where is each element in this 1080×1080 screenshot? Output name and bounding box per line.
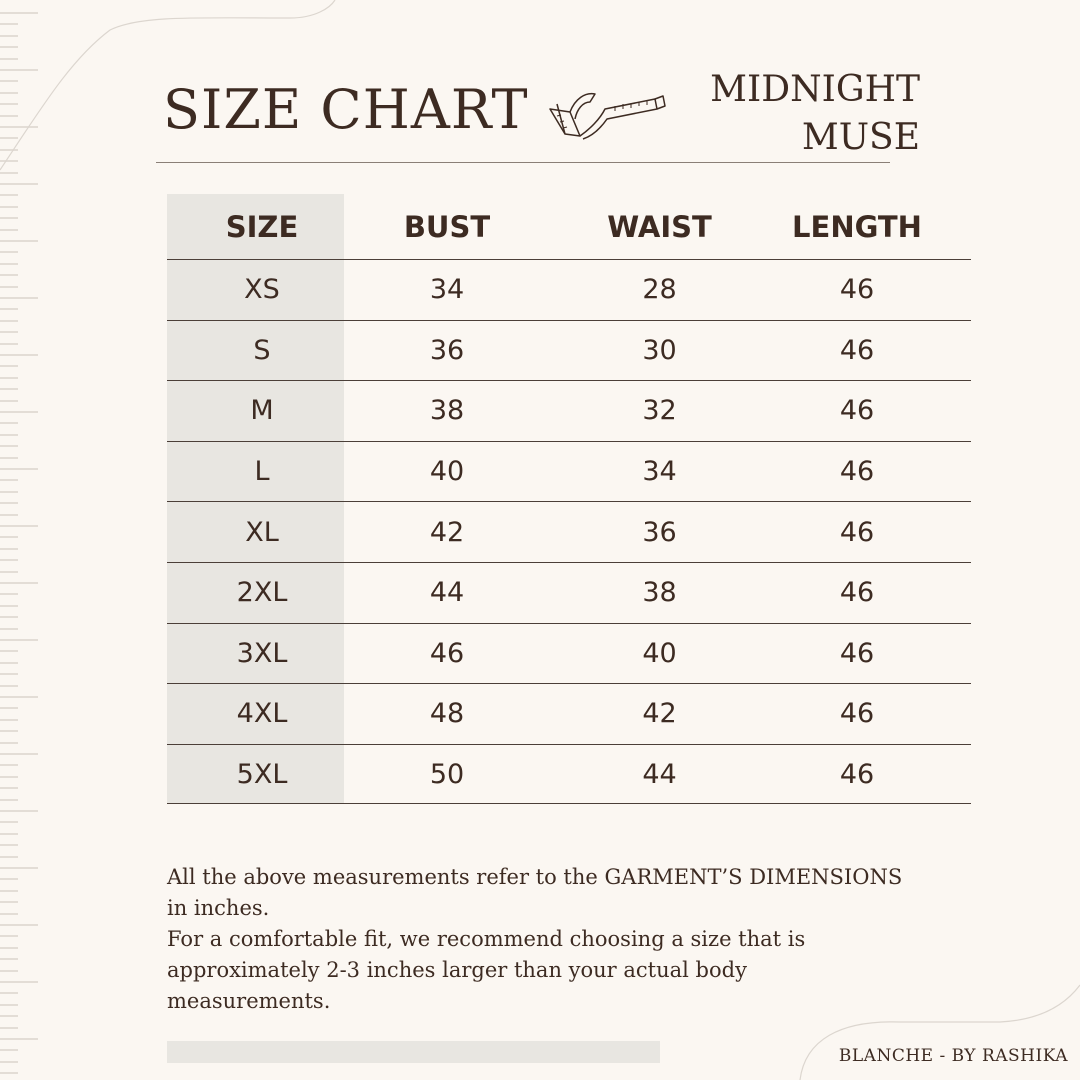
ruler-tick: [0, 194, 18, 196]
ruler-tick: [0, 593, 18, 595]
cell-bust: 38: [429, 395, 465, 427]
ruler-decoration: [0, 0, 40, 1080]
cell-waist: 28: [642, 274, 677, 306]
cell-size: 3XL: [236, 637, 288, 669]
ruler-tick: [0, 365, 18, 367]
cell-bust: 42: [429, 516, 465, 548]
ruler-tick: [0, 628, 18, 630]
cell-waist: 38: [642, 577, 677, 609]
cell-length: 46: [839, 456, 875, 488]
ruler-tick: [0, 149, 18, 151]
ruler-tick: [0, 286, 18, 288]
ruler-tick: [0, 582, 38, 584]
column-header-bust: BUST: [403, 209, 491, 244]
ruler-tick: [0, 1015, 18, 1017]
ruler-tick: [0, 502, 18, 504]
ruler-tick: [0, 160, 18, 162]
ruler-tick: [0, 696, 38, 698]
brand-line-1: MIDNIGHT: [710, 69, 920, 110]
cell-bust: 34: [429, 274, 465, 306]
ruler-tick: [0, 46, 18, 48]
ruler-tick: [0, 217, 18, 219]
cell-bust: 46: [429, 637, 465, 669]
ruler-tick: [0, 354, 38, 356]
ruler-tick: [0, 343, 18, 345]
ruler-tick: [0, 331, 18, 333]
cell-length: 46: [839, 334, 875, 366]
ruler-tick: [0, 468, 38, 470]
ruler-tick: [0, 559, 18, 561]
ruler-tick: [0, 764, 18, 766]
ruler-tick: [0, 913, 18, 915]
page-title: SIZE CHART: [163, 78, 529, 141]
table-row: [167, 501, 971, 562]
cell-waist: 30: [642, 334, 677, 366]
ruler-tick: [0, 434, 18, 436]
ruler-tick: [0, 730, 18, 732]
column-header-length: LENGTH: [792, 209, 922, 244]
ruler-tick: [0, 856, 18, 858]
ruler-tick: [0, 810, 38, 812]
table-row: [167, 380, 971, 441]
cell-bust: 44: [429, 577, 465, 609]
ruler-tick: [0, 787, 18, 789]
ruler-tick: [0, 479, 18, 481]
ruler-tick: [0, 970, 18, 972]
ruler-tick: [0, 799, 18, 801]
ruler-tick: [0, 445, 18, 447]
ruler-tick: [0, 240, 38, 242]
cell-waist: 40: [642, 637, 677, 669]
ruler-tick: [0, 308, 18, 310]
ruler-tick: [0, 103, 18, 105]
signature: BLANCHE - BY RASHIKA: [838, 1046, 1068, 1066]
table-row: [167, 320, 971, 381]
note-line-1: All the above measurements refer to the GARMENT’S DIMENSIONS in inches.: [167, 865, 903, 920]
ruler-tick: [0, 206, 18, 208]
ruler-tick: [0, 605, 18, 607]
ruler-tick: [0, 1004, 18, 1006]
ruler-tick: [0, 833, 18, 835]
ruler-tick: [0, 935, 18, 937]
ruler-tick: [0, 411, 38, 413]
measuring-tape-icon: [545, 84, 670, 144]
ruler-tick: [0, 274, 18, 276]
cell-size: XS: [244, 274, 280, 306]
ruler-tick: [0, 571, 18, 573]
ruler-tick: [0, 981, 38, 983]
ruler-tick: [0, 126, 38, 128]
cell-length: 46: [839, 274, 875, 306]
cell-bust: 50: [429, 758, 465, 790]
ruler-tick: [0, 639, 38, 641]
ruler-tick: [0, 958, 18, 960]
ruler-tick: [0, 616, 18, 618]
column-header-size: SIZE: [225, 209, 299, 244]
note-line-2: For a comfortable fit, we recommend choosing a size that is approximately 2-3 inches larger than your actual body measurements.: [167, 927, 806, 1013]
ruler-tick: [0, 992, 18, 994]
ruler-tick: [0, 867, 38, 869]
ruler-tick: [0, 12, 38, 14]
ruler-tick: [0, 662, 18, 664]
ruler-tick: [0, 776, 18, 778]
ruler-tick: [0, 251, 18, 253]
ruler-tick: [0, 297, 38, 299]
ruler-tick: [0, 548, 18, 550]
ruler-tick: [0, 685, 18, 687]
ruler-tick: [0, 377, 18, 379]
ruler-tick: [0, 821, 18, 823]
cell-waist: 44: [642, 758, 677, 790]
table-row: [167, 562, 971, 623]
ruler-tick: [0, 1072, 18, 1074]
cell-waist: 42: [642, 698, 677, 730]
ruler-tick: [0, 491, 18, 493]
brand-line-2: MUSE: [801, 117, 920, 158]
ruler-tick: [0, 172, 18, 174]
ruler-tick: [0, 23, 18, 25]
cell-length: 46: [839, 516, 875, 548]
ruler-tick: [0, 650, 18, 652]
cell-waist: 32: [642, 395, 677, 427]
brand-name: [710, 66, 920, 162]
cell-waist: 34: [642, 456, 677, 488]
ruler-tick: [0, 878, 18, 880]
ruler-tick: [0, 69, 38, 71]
ruler-tick: [0, 514, 18, 516]
table-row: [167, 683, 971, 744]
cell-length: 46: [839, 758, 875, 790]
table-row: [167, 259, 971, 320]
ruler-tick: [0, 525, 38, 527]
ruler-tick: [0, 35, 18, 37]
ruler-tick: [0, 422, 18, 424]
ruler-tick: [0, 263, 18, 265]
ruler-tick: [0, 388, 18, 390]
cell-waist: 36: [642, 516, 677, 548]
ruler-tick: [0, 183, 38, 185]
cell-size: M: [250, 395, 274, 427]
column-header-waist: WAIST: [607, 209, 712, 244]
header-divider: [156, 162, 890, 163]
size-table: [167, 194, 971, 804]
measurement-notes: [167, 862, 907, 1017]
ruler-tick: [0, 1027, 18, 1029]
ruler-tick: [0, 1049, 18, 1051]
footer-bar: [167, 1041, 660, 1063]
ruler-tick: [0, 924, 38, 926]
ruler-tick: [0, 947, 18, 949]
ruler-tick: [0, 673, 18, 675]
cell-size: S: [253, 334, 271, 366]
cell-size: L: [254, 456, 270, 488]
ruler-tick: [0, 742, 18, 744]
cell-bust: 40: [429, 456, 465, 488]
table-row: [167, 744, 971, 805]
ruler-tick: [0, 457, 18, 459]
ruler-tick: [0, 1038, 38, 1040]
cell-bust: 48: [429, 698, 465, 730]
ruler-tick: [0, 92, 18, 94]
ruler-tick: [0, 115, 18, 117]
ruler-tick: [0, 890, 18, 892]
table-header-row: [167, 194, 971, 259]
cell-length: 46: [839, 698, 875, 730]
ruler-tick: [0, 320, 18, 322]
cell-size: 2XL: [236, 577, 288, 609]
ruler-tick: [0, 400, 18, 402]
ruler-tick: [0, 536, 18, 538]
ruler-tick: [0, 707, 18, 709]
ruler-tick: [0, 137, 18, 139]
cell-size: 4XL: [236, 698, 288, 730]
cell-size: 5XL: [236, 758, 288, 790]
cell-length: 46: [839, 577, 875, 609]
ruler-tick: [0, 901, 18, 903]
table-row: [167, 441, 971, 502]
cell-length: 46: [839, 395, 875, 427]
ruler-tick: [0, 844, 18, 846]
ruler-tick: [0, 229, 18, 231]
cell-bust: 36: [429, 334, 465, 366]
cell-size: XL: [245, 516, 279, 548]
cell-length: 46: [839, 637, 875, 669]
table-row: [167, 623, 971, 684]
ruler-tick: [0, 58, 18, 60]
ruler-tick: [0, 719, 18, 721]
ruler-tick: [0, 80, 18, 82]
ruler-tick: [0, 1061, 18, 1063]
ruler-tick: [0, 753, 38, 755]
